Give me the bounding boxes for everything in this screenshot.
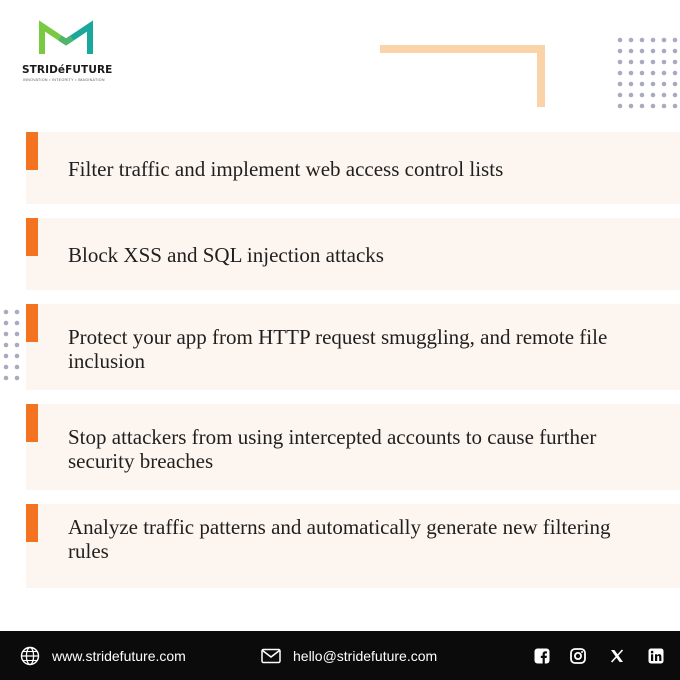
decor-dot <box>629 71 634 76</box>
email-link[interactable]: hello@stridefuture.com <box>293 647 438 664</box>
linkedin-icon[interactable] <box>648 648 664 664</box>
card-accent-bar <box>26 404 38 442</box>
decor-dot <box>629 104 634 109</box>
decor-dot <box>15 376 20 381</box>
decor-dot <box>673 60 678 65</box>
decor-dot <box>4 321 9 326</box>
globe-icon <box>20 646 40 666</box>
decor-dot <box>673 71 678 76</box>
decor-dot <box>662 60 667 65</box>
decor-dot <box>651 104 656 109</box>
decor-dot <box>651 82 656 87</box>
facebook-icon[interactable] <box>534 648 550 664</box>
decor-dot <box>15 321 20 326</box>
card-accent-bar <box>26 304 38 342</box>
decor-dot <box>629 93 634 98</box>
decor-dot <box>4 354 9 359</box>
decor-dot <box>651 60 656 65</box>
feature-text: Analyze traffic patterns and automatically generate new filtering rules <box>68 515 611 563</box>
feature-card <box>26 218 680 290</box>
decor-dot <box>662 71 667 76</box>
decor-dot <box>673 49 678 54</box>
decor-dot <box>640 49 645 54</box>
card-accent-bar <box>26 218 38 256</box>
feature-text: Block XSS and SQL injection attacks <box>68 243 384 267</box>
decor-dot <box>15 332 20 337</box>
feature-card <box>26 132 680 204</box>
logo-mark-icon <box>38 20 94 58</box>
decor-dot <box>618 60 623 65</box>
decor-dot <box>629 38 634 43</box>
brand-tagline: INNOVATION • INTEGRITY • IMAGINATION <box>23 78 105 82</box>
decor-dot <box>673 82 678 87</box>
website-link[interactable]: www.stridefuture.com <box>52 647 186 664</box>
decor-dot <box>673 104 678 109</box>
decor-dot <box>662 49 667 54</box>
decor-dot <box>662 82 667 87</box>
feature-card <box>26 404 680 490</box>
brand-logo <box>22 20 122 90</box>
envelope-icon <box>261 648 281 664</box>
card-accent-bar <box>26 504 38 542</box>
decor-dot <box>618 82 623 87</box>
feature-card <box>26 304 680 390</box>
decor-dot <box>629 49 634 54</box>
dot-grid-left <box>0 306 24 388</box>
decor-dot <box>15 310 20 315</box>
brand-name: STRIDéFUTURE <box>22 64 113 76</box>
decor-dot <box>640 82 645 87</box>
decor-dot <box>618 38 623 43</box>
decor-dot <box>651 71 656 76</box>
instagram-icon[interactable] <box>570 648 586 664</box>
feature-text: Filter traffic and implement web access control lists <box>68 157 504 181</box>
decor-dot <box>4 376 9 381</box>
decor-dot <box>4 332 9 337</box>
decor-dot <box>640 71 645 76</box>
decor-dot <box>651 38 656 43</box>
decor-dot <box>662 38 667 43</box>
decor-dot <box>673 93 678 98</box>
footer <box>0 631 680 680</box>
decor-dot <box>618 104 623 109</box>
decor-dot <box>618 93 623 98</box>
decor-dot <box>640 60 645 65</box>
decor-dot <box>662 104 667 109</box>
decor-dot <box>4 365 9 370</box>
footer-email[interactable] <box>261 631 437 680</box>
decor-dot <box>640 93 645 98</box>
decor-dot <box>651 49 656 54</box>
feature-text: Protect your app from HTTP request smuggling, and remote file inclusion <box>68 325 608 373</box>
decor-dot <box>662 93 667 98</box>
decor-dot <box>673 38 678 43</box>
decor-dot <box>640 38 645 43</box>
corner-accent <box>380 45 545 107</box>
decor-dot <box>4 343 9 348</box>
feature-card <box>26 504 680 588</box>
feature-text: Stop attackers from using intercepted accounts to cause further security breaches <box>68 425 597 473</box>
footer-website[interactable] <box>20 631 186 680</box>
decor-dot <box>640 104 645 109</box>
decor-dot <box>15 354 20 359</box>
dot-grid-top-right <box>614 34 680 114</box>
x-icon[interactable] <box>609 648 625 664</box>
decor-dot <box>15 365 20 370</box>
decor-dot <box>15 343 20 348</box>
card-accent-bar <box>26 132 38 170</box>
decor-dot <box>629 60 634 65</box>
decor-dot <box>618 49 623 54</box>
decor-dot <box>4 310 9 315</box>
decor-dot <box>651 93 656 98</box>
decor-dot <box>629 82 634 87</box>
decor-dot <box>618 71 623 76</box>
